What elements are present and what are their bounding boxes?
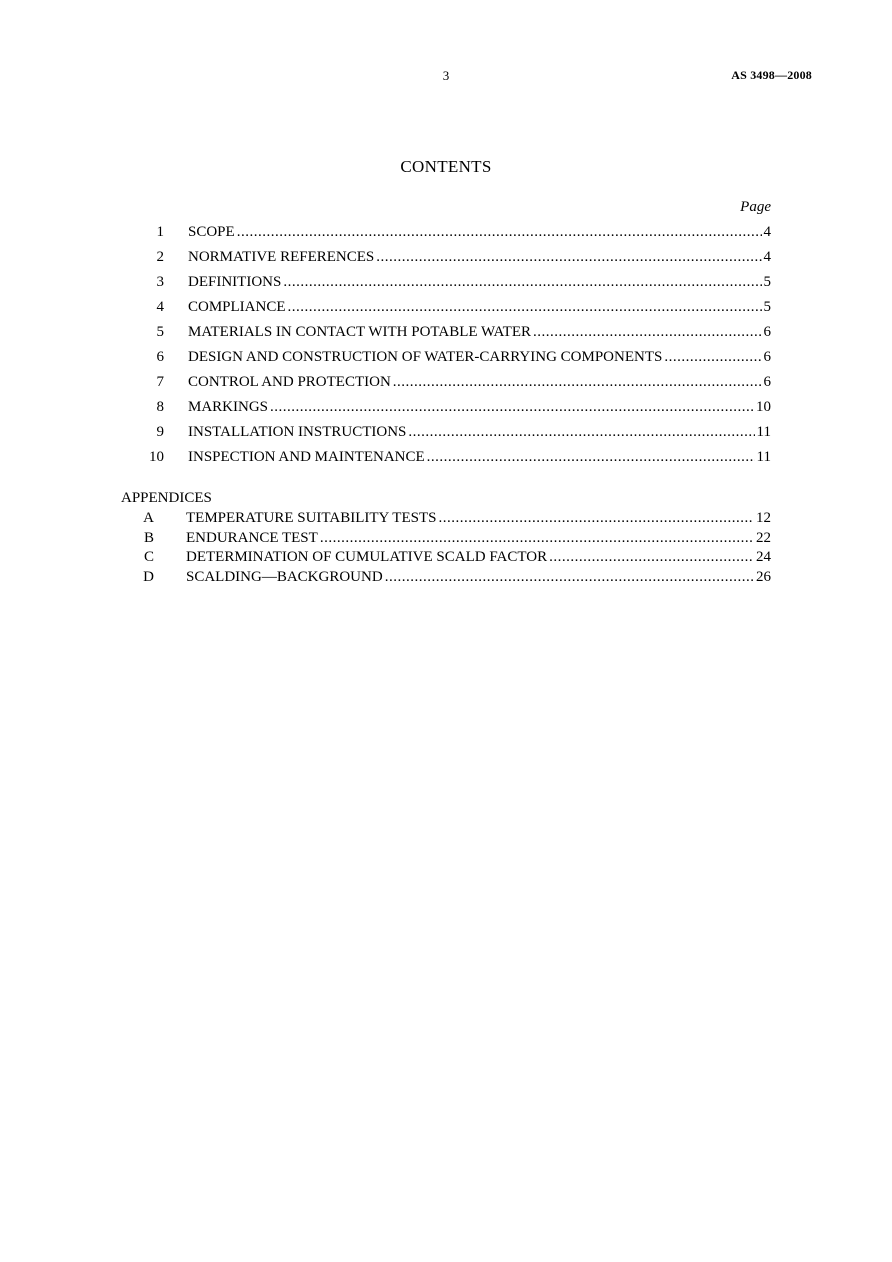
toc-entry bbox=[0, 422, 892, 442]
toc-entry-title: DETERMINATION OF CUMULATIVE SCALD FACTOR bbox=[186, 549, 548, 565]
dot-leader bbox=[549, 547, 754, 567]
toc-entry-number: 1 bbox=[156, 224, 164, 240]
toc-entry-number: C bbox=[143, 549, 154, 565]
toc-entry-page: 5 bbox=[763, 299, 771, 315]
document-code: AS 3498—2008 bbox=[731, 68, 812, 82]
dot-leader bbox=[385, 567, 754, 587]
toc-entry-page: 6 bbox=[763, 324, 771, 340]
dot-leader bbox=[376, 247, 761, 267]
toc-entry bbox=[0, 528, 892, 548]
toc-entry bbox=[0, 222, 892, 242]
toc-entry-title: SCOPE bbox=[188, 224, 235, 240]
toc-entry-number: 9 bbox=[156, 424, 164, 440]
toc-entry-page: 6 bbox=[763, 374, 771, 390]
toc-entry-number: 2 bbox=[156, 249, 164, 265]
toc-entry-page: 11 bbox=[756, 424, 771, 440]
dot-leader bbox=[320, 528, 754, 548]
toc-entry-number: A bbox=[143, 510, 154, 526]
toc-entry-title: MARKINGS bbox=[188, 399, 269, 415]
toc-entry-page: 5 bbox=[763, 274, 771, 290]
appendices-heading: APPENDICES bbox=[121, 490, 212, 506]
toc-entry bbox=[0, 297, 892, 317]
toc-entry-leader-line bbox=[186, 528, 771, 548]
toc-entry-leader-line bbox=[188, 322, 771, 342]
dot-leader bbox=[288, 297, 762, 317]
dot-leader bbox=[237, 222, 762, 242]
toc-entry-page: 24 bbox=[756, 549, 771, 565]
page-number: 3 bbox=[442, 68, 450, 83]
toc-entry-title: INSPECTION AND MAINTENANCE bbox=[188, 449, 425, 465]
toc-entry bbox=[0, 372, 892, 392]
dot-leader bbox=[283, 272, 761, 292]
page-column-label: Page bbox=[740, 199, 771, 215]
toc-entry bbox=[0, 567, 892, 587]
toc-entry-page: 12 bbox=[756, 510, 771, 526]
toc-entry-page: 4 bbox=[763, 249, 771, 265]
toc-entry-leader-line bbox=[188, 372, 771, 392]
toc-entry-leader-line bbox=[188, 272, 771, 292]
toc-entry-title: COMPLIANCE bbox=[188, 299, 286, 315]
toc-entry-page: 10 bbox=[756, 399, 771, 415]
toc-entry-page: 6 bbox=[763, 349, 771, 365]
dot-leader bbox=[393, 372, 762, 392]
toc-entry-leader-line bbox=[188, 397, 771, 417]
toc-entry-title: CONTROL AND PROTECTION bbox=[188, 374, 391, 390]
dot-leader bbox=[408, 422, 754, 442]
toc-entry-leader-line bbox=[186, 567, 771, 587]
toc-entry-title: ENDURANCE TEST bbox=[186, 529, 318, 546]
toc-entry-number: 3 bbox=[156, 274, 164, 290]
toc-entry-page: 11 bbox=[756, 449, 771, 465]
toc-entry-title: SCALDING—BACKGROUND bbox=[186, 568, 383, 585]
toc-entry-number: 6 bbox=[156, 349, 164, 365]
toc-entry-number: D bbox=[143, 568, 154, 585]
toc-entry-title: MATERIALS IN CONTACT WITH POTABLE WATER bbox=[188, 324, 532, 340]
toc-entry-title: TEMPERATURE SUITABILITY TESTS bbox=[186, 510, 437, 526]
toc-entry bbox=[0, 508, 892, 528]
contents-title: CONTENTS bbox=[400, 157, 492, 176]
toc-entry bbox=[0, 322, 892, 342]
dot-leader bbox=[427, 447, 755, 467]
toc-entry bbox=[0, 272, 892, 292]
dot-leader bbox=[270, 397, 754, 417]
toc-entry-leader-line bbox=[188, 447, 771, 467]
toc-entry-number: 10 bbox=[149, 449, 164, 465]
dot-leader bbox=[438, 508, 754, 528]
toc-entry-title: DESIGN AND CONSTRUCTION OF WATER-CARRYING COMPONENTS bbox=[188, 349, 663, 365]
toc-entry-leader-line bbox=[186, 508, 771, 528]
toc-entry-number: 4 bbox=[156, 299, 164, 315]
toc-entry-title: INSTALLATION INSTRUCTIONS bbox=[188, 424, 407, 440]
toc-entry-page: 22 bbox=[756, 529, 771, 546]
toc-entry-title: NORMATIVE REFERENCES bbox=[188, 249, 375, 265]
toc-entry bbox=[0, 347, 892, 367]
toc-entry-leader-line bbox=[188, 222, 771, 242]
toc-entry-leader-line bbox=[188, 297, 771, 317]
toc-entry-title: DEFINITIONS bbox=[188, 274, 282, 290]
toc-entry bbox=[0, 247, 892, 267]
toc-entry-number: 7 bbox=[156, 374, 164, 390]
toc-entry bbox=[0, 397, 892, 417]
toc-entry-page: 4 bbox=[763, 224, 771, 240]
dot-leader bbox=[664, 347, 761, 367]
toc-entry-leader-line bbox=[188, 347, 771, 367]
toc-entry-number: 8 bbox=[156, 399, 164, 415]
toc-entry-page: 26 bbox=[756, 568, 771, 585]
toc-entry-number: 5 bbox=[156, 324, 164, 340]
toc-entry-leader-line bbox=[186, 547, 771, 567]
toc-entry-leader-line bbox=[188, 422, 771, 442]
toc-entry bbox=[0, 547, 892, 567]
dot-leader bbox=[533, 322, 761, 342]
toc-entry bbox=[0, 447, 892, 467]
toc-entry-number: B bbox=[143, 529, 154, 546]
toc-entry-leader-line bbox=[188, 247, 771, 267]
